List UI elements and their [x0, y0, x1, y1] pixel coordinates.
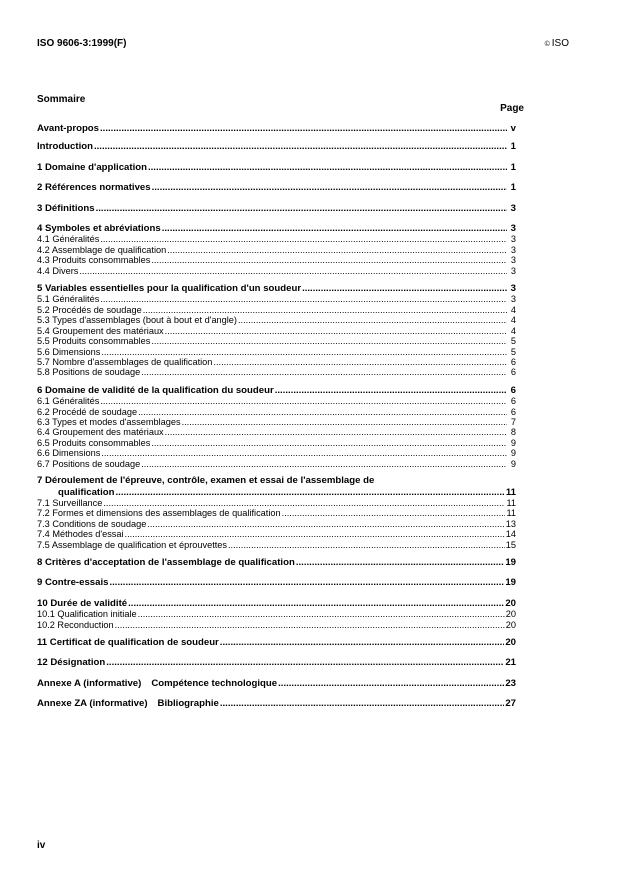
dot-leader [96, 203, 507, 214]
toc-entry[interactable] [37, 162, 516, 173]
toc-entry-title: 5.4 Groupement des matériaux [37, 325, 164, 336]
toc-entry-title: 6.3 Types et modes d'assemblages [37, 416, 181, 427]
toc-entry[interactable] [37, 498, 516, 508]
toc-entry-page: 4 [510, 304, 516, 315]
toc-entry[interactable] [37, 347, 516, 357]
toc-entry[interactable] [37, 305, 516, 315]
dot-leader [106, 657, 504, 668]
toc-entry-title: 6 Domaine de validité de la qualification du soudeur [37, 384, 274, 396]
toc-entry-title: 6.1 Généralités [37, 396, 100, 407]
annex-title: Bibliographie [157, 698, 219, 710]
toc-entry-page: 8 [510, 427, 516, 438]
toc-entry-page: 14 [505, 529, 516, 540]
toc-entry-page: 20 [505, 619, 516, 630]
dot-leader [151, 336, 507, 346]
toc-entry-title: 6.5 Produits consommables [37, 437, 151, 448]
toc-group-a [37, 123, 516, 469]
toc-entry-title: 5.1 Généralités [37, 294, 100, 305]
toc-annex-entry[interactable] [37, 678, 516, 689]
toc-entry-page: 6 [510, 396, 516, 407]
toc-entry-title: 7.5 Assemblage de qualification et éprouvettes [37, 539, 227, 550]
toc-entry-page: 20 [505, 597, 516, 609]
dot-leader [152, 182, 507, 193]
toc-entry-page: 19 [505, 577, 516, 589]
copyright-notice [545, 38, 569, 49]
toc-entry[interactable] [37, 123, 516, 134]
toc-entry-7-title: qualification [58, 486, 115, 498]
toc-entry[interactable] [37, 357, 516, 367]
toc-entry-7[interactable] [37, 476, 516, 498]
page-number: iv [37, 840, 46, 851]
toc-entry[interactable] [37, 326, 516, 336]
toc-entry-title: 12 Désignation [37, 657, 106, 669]
toc-entry[interactable] [37, 294, 516, 304]
toc-entry-title: 4.1 Généralités [37, 234, 100, 245]
annex-label: Annexe ZA (informative) [37, 698, 148, 710]
toc-entry-page: 4 [510, 315, 516, 326]
toc-entry-page: 1 [510, 182, 516, 194]
toc-annexes [37, 678, 516, 710]
dot-leader [296, 557, 505, 568]
dot-leader [162, 223, 507, 234]
toc-entry[interactable] [37, 557, 516, 568]
toc-entry-page: v [510, 123, 516, 134]
toc-entry-7-line1: 7 Déroulement de l'épreuve, contrôle, examen et essai de l'assemblage de [37, 474, 375, 486]
toc-entry-page: 13 [505, 518, 516, 529]
toc-entry[interactable] [37, 657, 516, 668]
toc-entry-title: 5 Variables essentielles pour la qualification d'un soudeur [37, 283, 302, 295]
toc-entry[interactable] [37, 417, 516, 427]
toc-entry[interactable] [37, 245, 516, 255]
toc-entry-page: 5 [510, 346, 516, 357]
toc-entry-title: 1 Domaine d'application [37, 161, 147, 173]
toc-entry-title: 5.5 Produits consommables [37, 336, 151, 347]
annex-title: Compétence technologique [151, 677, 278, 689]
document-id: ISO 9606-3:1999(F) [37, 38, 127, 49]
toc-entry-title: 7.2 Formes et dimensions des assemblages de qualification [37, 508, 281, 519]
toc-entry[interactable] [37, 336, 516, 346]
dot-leader [220, 698, 505, 709]
toc-entry-title: 5.2 Procédés de soudage [37, 304, 142, 315]
toc-entry-page: 3 [510, 234, 516, 245]
toc-entry[interactable] [37, 459, 516, 469]
toc-entry-page: 3 [510, 265, 516, 276]
toc-entry-page: 9 [510, 437, 516, 448]
toc-entry-page: 19 [505, 557, 516, 568]
toc-entry-page: 3 [510, 223, 516, 235]
toc-entry-title: 10.2 Reconduction [37, 619, 114, 630]
toc-entry[interactable] [37, 407, 516, 417]
dot-leader [100, 294, 507, 304]
toc-entry[interactable] [37, 427, 516, 437]
toc-entry-page: 7 [510, 416, 516, 427]
toc-entry-title: 7.4 Méthodes d'essai [37, 529, 124, 540]
dot-leader [141, 459, 507, 469]
toc-annex-entry[interactable] [37, 698, 516, 709]
toc-entry-title: 3 Définitions [37, 202, 95, 214]
toc-entry-title: 4 Symboles et abréviations [37, 223, 161, 235]
page-column-label: Page [500, 103, 524, 114]
toc-entry[interactable] [37, 519, 516, 529]
toc-entry-page: 6 [510, 356, 516, 367]
toc-entry[interactable] [37, 396, 516, 406]
dot-leader [147, 519, 504, 529]
dot-leader [282, 508, 506, 518]
dot-leader [182, 417, 507, 427]
toc-entry[interactable] [37, 315, 516, 325]
toc-entry-title: 2 Références normatives [37, 182, 151, 194]
toc-entry-page: 6 [510, 367, 516, 378]
table-of-contents [37, 123, 516, 710]
dot-leader [138, 609, 505, 619]
toc-entry-title: 6.7 Positions de soudage [37, 458, 141, 469]
toc-entry[interactable] [37, 620, 516, 630]
dot-leader [165, 326, 507, 336]
toc-entry-title: 4.3 Produits consommables [37, 255, 151, 266]
toc-group-b [37, 498, 516, 669]
toc-entry[interactable] [37, 577, 516, 588]
toc-entry-page: 1 [510, 141, 516, 153]
copyright-symbol: © [544, 41, 550, 48]
toc-entry[interactable] [37, 234, 516, 244]
toc-entry[interactable] [37, 609, 516, 619]
toc-entry-page: 3 [510, 255, 516, 266]
toc-entry[interactable] [37, 283, 516, 294]
toc-entry-page: 4 [510, 325, 516, 336]
toc-entry-title: 5.7 Nombre d'assemblages de qualification [37, 356, 213, 367]
toc-entry[interactable] [37, 637, 516, 648]
toc-entry[interactable] [37, 508, 516, 518]
toc-entry-title: 11 Certificat de qualification de soudeur [37, 637, 219, 649]
toc-entry[interactable] [37, 438, 516, 448]
dot-leader [79, 266, 507, 276]
toc-entry-title: 5.3 Types d'assemblages (bout à bout et d'angle) [37, 315, 237, 326]
dot-leader [125, 529, 505, 539]
dot-leader [101, 347, 507, 357]
toc-entry[interactable] [37, 141, 516, 152]
toc-entry-page: 3 [510, 244, 516, 255]
toc-entry[interactable] [37, 385, 516, 396]
toc-entry-title: 4.4 Divers [37, 265, 79, 276]
toc-entry[interactable] [37, 598, 516, 609]
toc-entry-title: 8 Critères d'acceptation de l'assemblage de qualification [37, 557, 295, 568]
toc-entry-page: 21 [505, 657, 516, 669]
toc-entry-page: 11 [506, 497, 516, 508]
dot-leader [103, 498, 505, 508]
toc-entry-page: 11 [506, 508, 516, 519]
toc-entry-page: 9 [510, 448, 516, 459]
toc-entry-title: 7.1 Surveillance [37, 497, 103, 508]
toc-entry-title: 10.1 Qualification initiale [37, 609, 137, 620]
toc-entry-page: 20 [505, 637, 516, 649]
dot-leader [100, 396, 507, 406]
annex-label: Annexe A (informative) [37, 677, 142, 689]
toc-entry-page: 3 [510, 294, 516, 305]
toc-entry-title: 4.2 Assemblage de qualification [37, 244, 167, 255]
toc-entry-title: 10 Durée de validité [37, 597, 128, 609]
dot-leader [143, 305, 507, 315]
dot-leader [101, 448, 507, 458]
dot-leader [116, 487, 505, 498]
dot-leader [151, 255, 507, 265]
toc-entry-title: Avant-propos [37, 123, 100, 134]
toc-entry[interactable] [37, 223, 516, 234]
dot-leader [148, 162, 507, 173]
dot-leader [238, 315, 507, 325]
toc-entry-title: 9 Contre-essais [37, 577, 109, 589]
toc-entry-page: 5 [510, 336, 516, 347]
dot-leader [100, 123, 507, 134]
toc-entry-page: 1 [510, 161, 516, 173]
toc-entry[interactable] [37, 255, 516, 265]
toc-entry-7-page: 11 [505, 486, 516, 498]
toc-entry[interactable] [37, 182, 516, 193]
toc-entry-page: 6 [510, 406, 516, 417]
toc-entry-title: Introduction [37, 141, 93, 153]
dot-leader [141, 367, 507, 377]
dot-leader [151, 438, 507, 448]
dot-leader [138, 407, 507, 417]
toc-entry[interactable] [37, 266, 516, 276]
dot-leader [109, 577, 504, 588]
toc-entry-page: 3 [510, 202, 516, 214]
annex-page: 23 [505, 677, 516, 689]
toc-entry-title: 7.3 Conditions de soudage [37, 518, 147, 529]
dot-leader [213, 357, 507, 367]
dot-leader [94, 141, 507, 152]
dot-leader [302, 283, 507, 294]
toc-entry-title: 6.2 Procédé de soudage [37, 406, 138, 417]
toc-entry[interactable] [37, 203, 516, 214]
toc-entry-page: 9 [510, 458, 516, 469]
dot-leader [115, 620, 505, 630]
toc-entry-title: 6.6 Dimensions [37, 448, 101, 459]
page-title: Sommaire [37, 94, 86, 105]
toc-entry[interactable] [37, 540, 516, 550]
dot-leader [165, 427, 507, 437]
toc-entry-page: 15 [505, 539, 516, 550]
toc-entry[interactable] [37, 448, 516, 458]
toc-entry-title: 5.8 Positions de soudage [37, 367, 141, 378]
toc-entry-title: 5.6 Dimensions [37, 346, 101, 357]
dot-leader [220, 637, 505, 648]
dot-leader [228, 540, 505, 550]
toc-entry-7-line2 [37, 487, 516, 498]
dot-leader [275, 385, 507, 396]
publisher: ISO [551, 38, 569, 49]
toc-entry-page: 20 [505, 609, 516, 620]
toc-entry-page: 3 [510, 283, 516, 295]
dot-leader [167, 245, 507, 255]
annex-page: 27 [505, 698, 516, 710]
dot-leader [100, 234, 507, 244]
toc-entry[interactable] [37, 529, 516, 539]
toc-entry[interactable] [37, 367, 516, 377]
toc-entry-page: 6 [510, 384, 516, 396]
dot-leader [128, 598, 504, 609]
dot-leader [278, 678, 504, 689]
toc-entry-title: 6.4 Groupement des matériaux [37, 427, 164, 438]
